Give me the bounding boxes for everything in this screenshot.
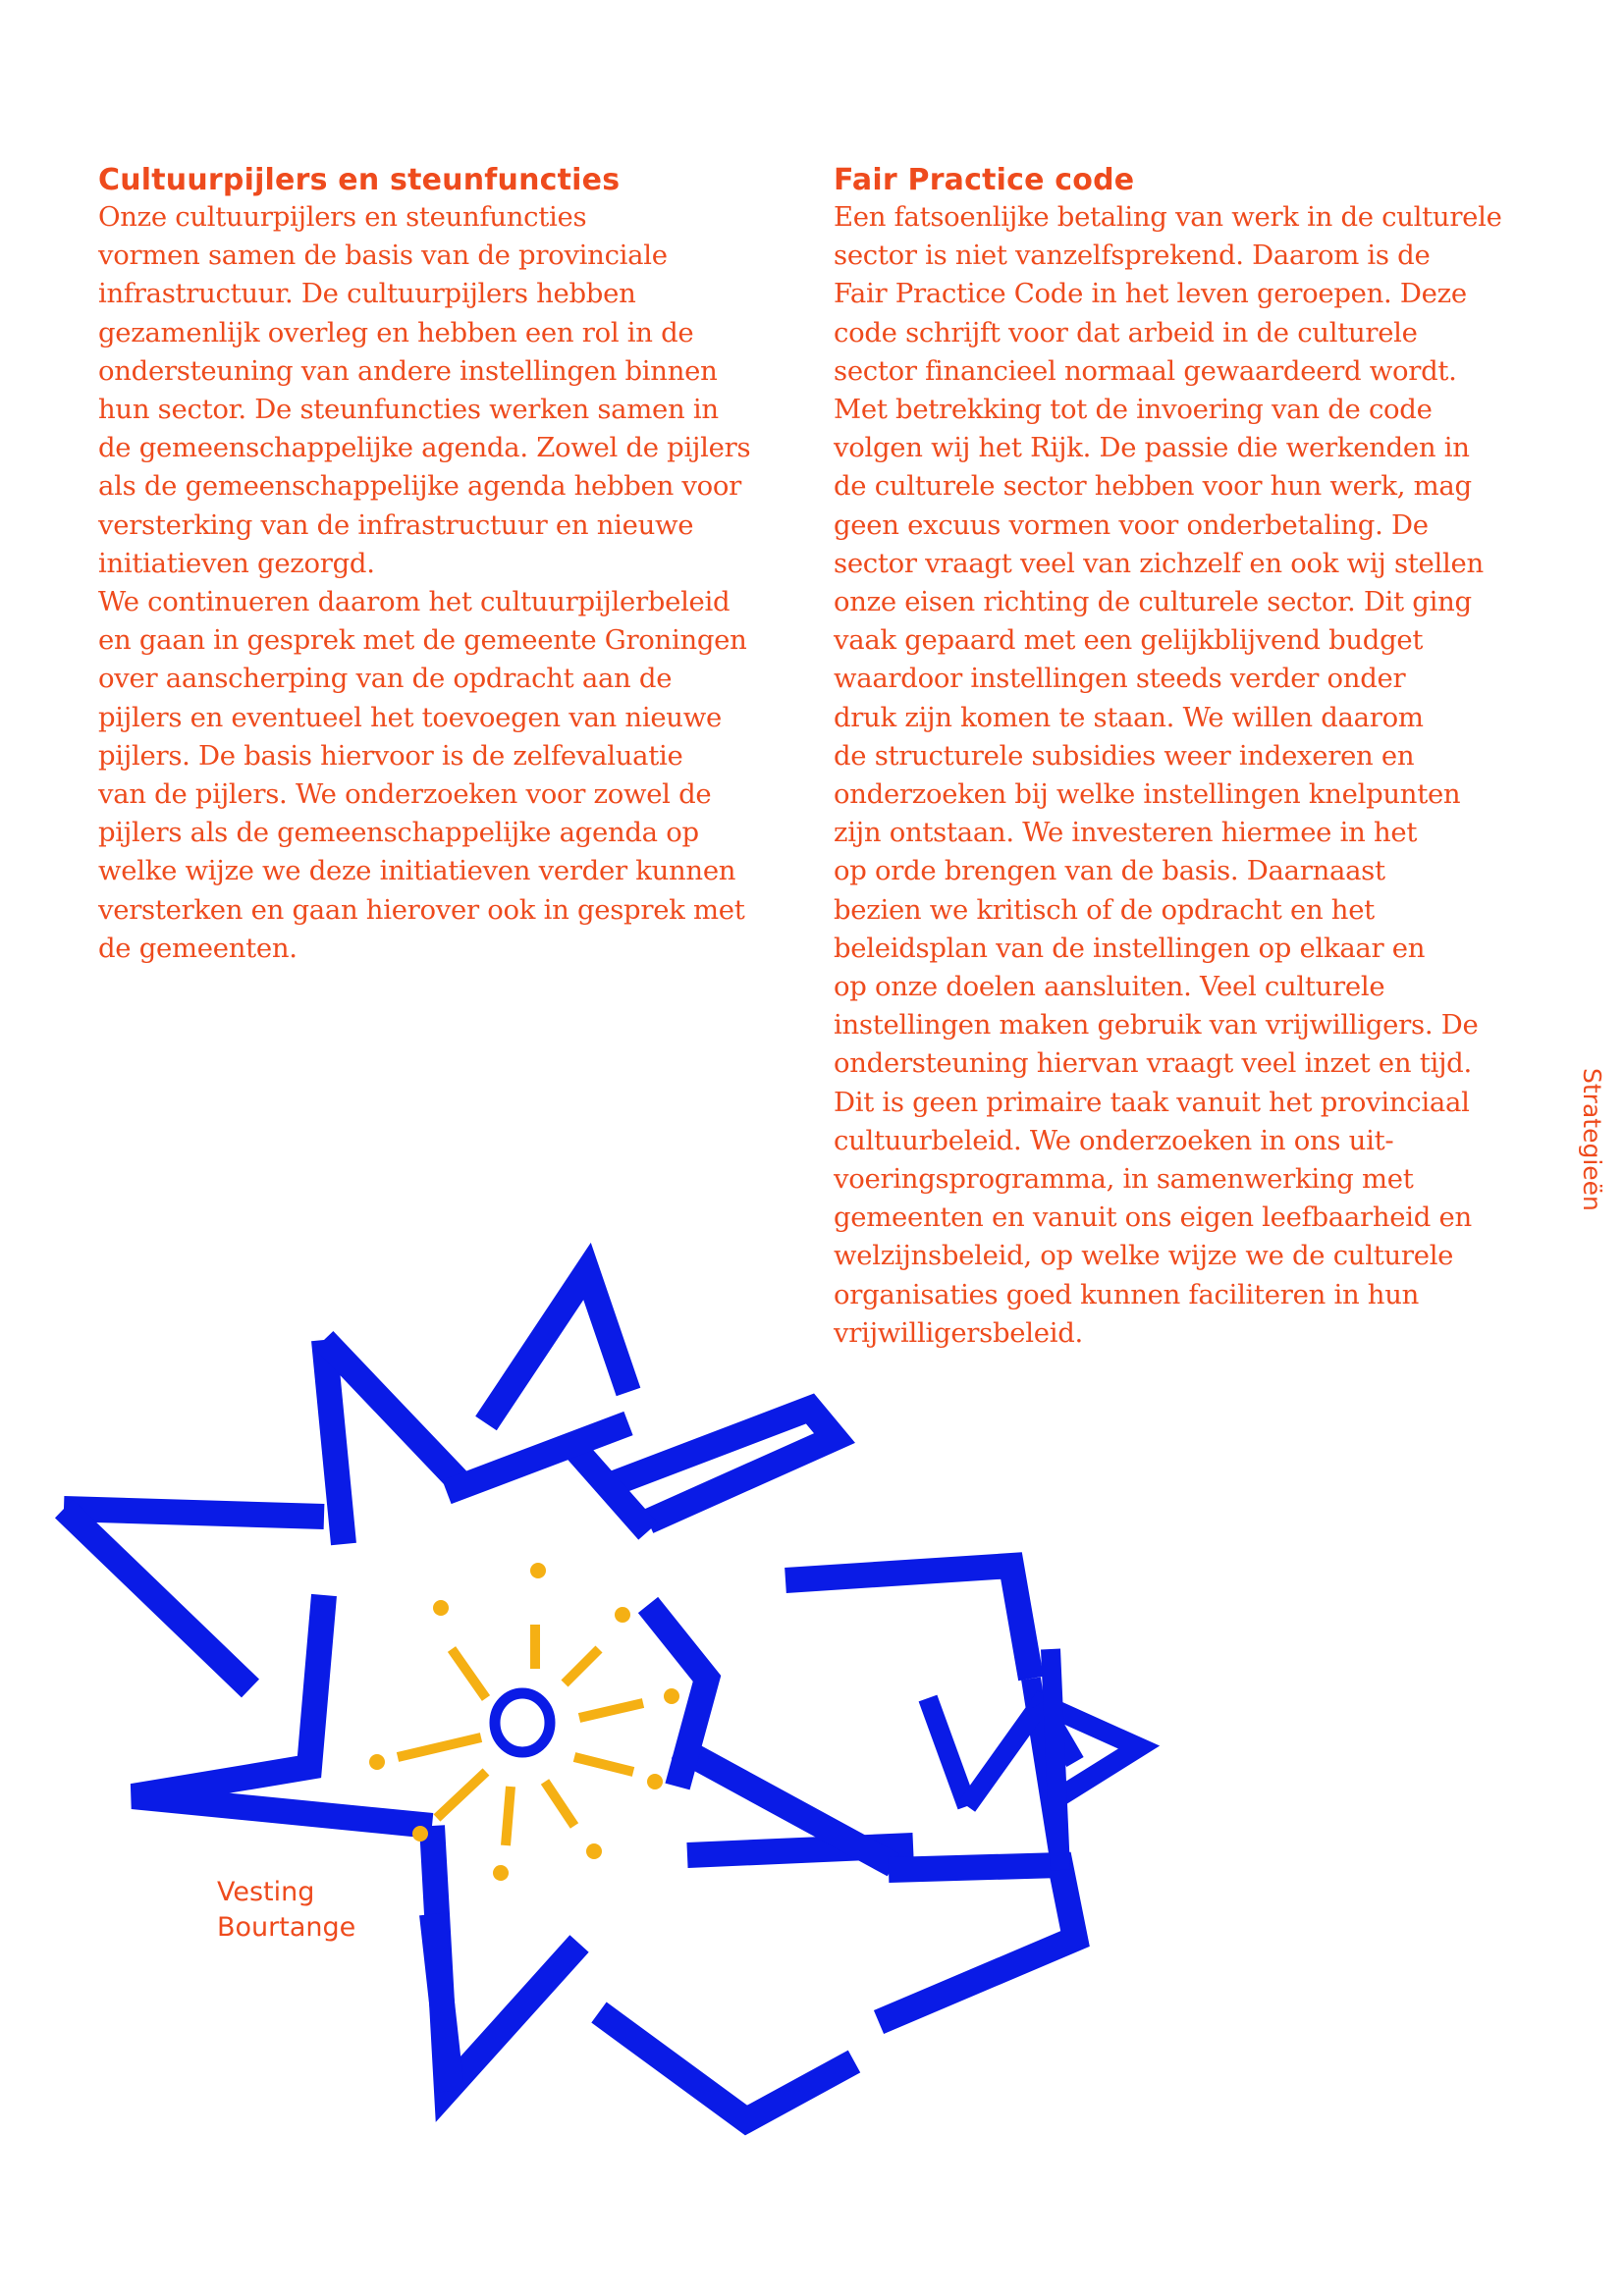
body-fair-practice: [834, 198, 1541, 1353]
text-line: code schrijft voor dat arbeid in de culturele: [834, 316, 1418, 348]
fortress-wall-west: [64, 1509, 324, 1517]
text-line: voeringsprogramma, in samenwerking met: [834, 1163, 1414, 1196]
fortress-illustration: [0, 1217, 1624, 2296]
text-line: infrastructuur. De cultuurpijlers hebben: [98, 278, 636, 310]
text-line: bezien we kritisch of de opdracht en het: [834, 893, 1375, 926]
text-line: versterken en gaan hierover ook in gesprek met: [98, 893, 745, 926]
text-line: gezamenlijk overleg en hebben een rol in de: [98, 316, 694, 348]
text-line: welzijnsbeleid, op welke wijze we de culturele: [834, 1240, 1454, 1272]
text-line: Onze cultuurpijlers en steunfuncties: [98, 201, 587, 233]
body-cultuurpijlers: [98, 198, 805, 968]
text-line: van de pijlers. We onderzoeken voor zowel de: [98, 778, 712, 811]
text-line: ondersteuning van andere instellingen binnen: [98, 354, 718, 387]
text-line: op orde brengen van de basis. Daarnaast: [834, 855, 1385, 887]
text-line: beleidsplan van de instellingen op elkaar en: [834, 932, 1426, 964]
heading-fair-practice: Fair Practice code: [834, 163, 1135, 197]
text-line: cultuurbeleid. We onderzoeken in ons uit-: [834, 1124, 1394, 1156]
text-line: gemeenten en vanuit ons eigen leefbaarheid en: [834, 1201, 1472, 1234]
text-line: organisaties goed kunnen faciliteren in hun: [834, 1278, 1420, 1310]
text-line: over aanscherping van de opdracht aan de: [98, 663, 673, 695]
text-line: vrijwilligersbeleid.: [834, 1316, 1083, 1349]
text-line: pijlers als de gemeenschappelijke agenda op: [98, 817, 699, 849]
text-line: de gemeenschappelijke agenda. Zowel de pijlers: [98, 432, 751, 464]
text-line: sector vraagt veel van zichzelf en ook wij stellen: [834, 547, 1484, 579]
text-line: druk zijn komen te staan. We willen daarom: [834, 701, 1424, 733]
fortress-ravelin: [928, 1649, 1139, 1870]
fortress-wall-northeast: [785, 1566, 1031, 1679]
fortress-wall-south: [599, 2012, 854, 2120]
sun-center-ring: [495, 1693, 550, 1752]
text-line: als de gemeenschappelijke agenda hebben voor: [98, 470, 742, 503]
section-tab-strategieen: [1569, 1068, 1608, 1235]
fortress-bastion-west: [64, 1509, 250, 1688]
text-line: versterking van de infrastructuur en nieuwe: [98, 508, 694, 541]
fortress-wall-north: [574, 1448, 648, 1531]
text-line: onderzoeken bij welke instellingen knelpunten: [834, 778, 1461, 811]
text-line: initiatieven gezorgd.: [98, 547, 375, 579]
text-line: pijlers. De basis hiervoor is de zelfevaluatie: [98, 739, 683, 772]
text-line: en gaan in gesprek met de gemeente Groningen: [98, 624, 747, 657]
sun-dots: [369, 1563, 679, 1881]
text-line: waardoor instellingen steeds verder onder: [834, 663, 1406, 695]
right-column: [834, 163, 1541, 1353]
text-line: de gemeenten.: [98, 932, 298, 964]
text-line: Fair Practice Code in het leven geroepen. Deze: [834, 278, 1467, 310]
map-label-vesting-bourtange: Vesting Bourtange: [217, 1877, 356, 1943]
text-line: de structurele subsidies weer indexeren en: [834, 739, 1415, 772]
text-line: de culturele sector hebben voor hun werk, mag: [834, 470, 1472, 503]
text-line: pijlers en eventueel het toevoegen van nieuwe: [98, 701, 722, 733]
text-line: welke wijze we deze initiatieven verder kunnen: [98, 855, 736, 887]
text-line: sector financieel normaal gewaardeerd wordt.: [834, 354, 1457, 387]
text-line: geen excuus vormen voor onderbetaling. De: [834, 508, 1429, 541]
text-line: vaak gepaard met een gelijkblijvend budget: [834, 624, 1424, 657]
text-line: volgen wij het Rijk. De passie die werkenden in: [834, 432, 1470, 464]
text-line: ondersteuning hiervan vraagt veel inzet en tijd.: [834, 1047, 1472, 1080]
text-line: vormen samen de basis van de provinciale: [98, 240, 668, 272]
text-line: instellingen maken gebruik van vrijwilligers. De: [834, 1009, 1479, 1041]
left-column: [98, 163, 805, 968]
text-line: We continueren daarom het cultuurpijlerbeleid: [98, 586, 731, 618]
section-tab-label: Strategieën: [1578, 1068, 1606, 1211]
text-line: onze eisen richting de culturele sector. Dit ging: [834, 586, 1472, 618]
text-line: Een fatsoenlijke betaling van werk in de culturele: [834, 201, 1502, 233]
fortress-bastion-north: [486, 1271, 628, 1423]
sun-rays: [398, 1625, 643, 1845]
text-line: sector is niet vanzelfsprekend. Daarom is de: [834, 240, 1431, 272]
heading-cultuurpijlers: Cultuurpijlers en steunfuncties: [98, 163, 621, 197]
fortress-outline: [64, 1271, 1075, 2120]
text-line: Met betrekking tot de invoering van de code: [834, 394, 1433, 426]
text-line: zijn ontstaan. We investeren hiermee in het: [834, 817, 1418, 849]
text-line: Dit is geen primaire taak vanuit het provinciaal: [834, 1086, 1470, 1118]
fortress-wall-east: [879, 1865, 1075, 2022]
text-line: op onze doelen aansluiten. Veel culturele: [834, 971, 1385, 1003]
text-line: hun sector. De steunfuncties werken samen in: [98, 394, 719, 426]
